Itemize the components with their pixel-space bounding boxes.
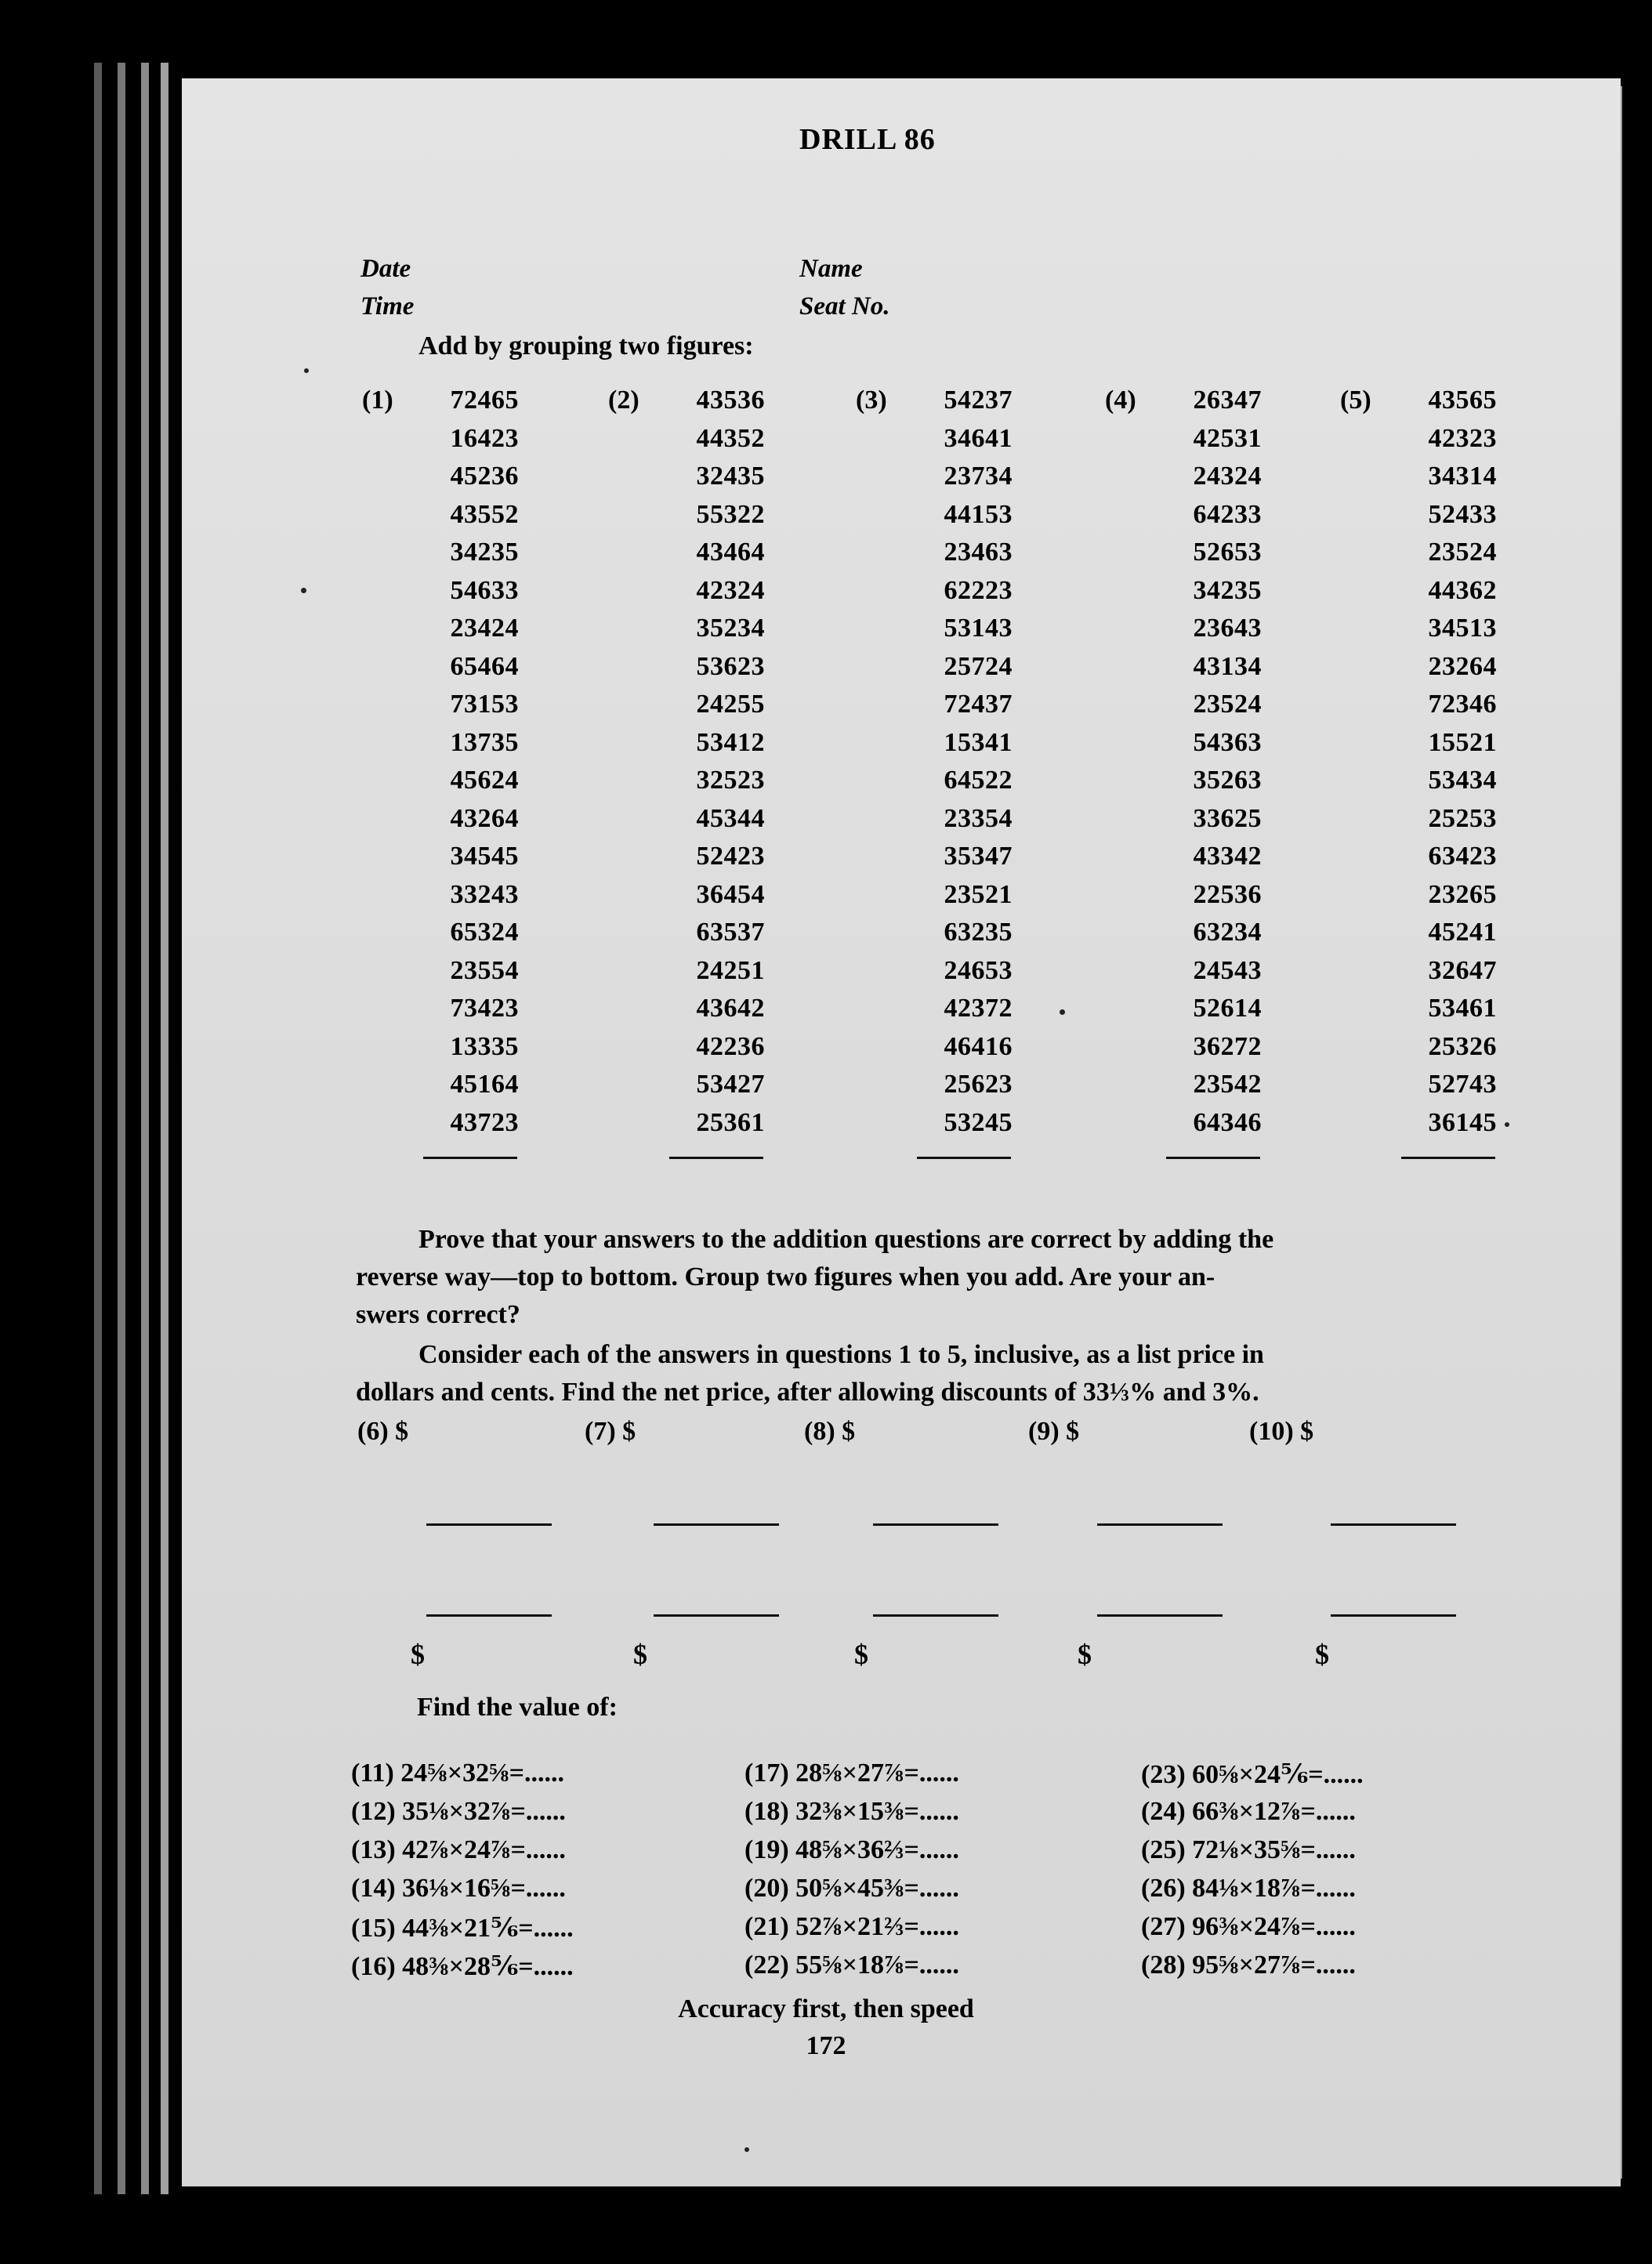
sum-line[interactable] bbox=[1401, 1157, 1495, 1159]
problem-number: (24) bbox=[1141, 1797, 1186, 1826]
problem-expression[interactable]: 36⅛×16⅝=...... bbox=[402, 1874, 566, 1903]
addend-number: 53461 bbox=[1428, 994, 1497, 1023]
problem-expression[interactable]: 44⅜×21⅚=...... bbox=[402, 1914, 574, 1943]
addend-number: 43264 bbox=[450, 803, 519, 833]
problem-25 bbox=[1141, 1835, 1356, 1865]
addend-number: 33243 bbox=[450, 879, 519, 909]
addend-number: 23554 bbox=[450, 955, 519, 985]
addend-number: 45241 bbox=[1428, 918, 1497, 947]
addend-number: 44352 bbox=[696, 423, 765, 453]
dollar-sign: $ bbox=[411, 1639, 425, 1670]
addend-number: 52743 bbox=[1428, 1070, 1497, 1099]
answer-blank[interactable] bbox=[1331, 1614, 1456, 1617]
addend-number: 34513 bbox=[1428, 614, 1497, 643]
addend-number: 53143 bbox=[944, 614, 1013, 643]
addend-number: 25623 bbox=[944, 1070, 1013, 1099]
addend-number: 16423 bbox=[450, 423, 519, 453]
addend-number: 25253 bbox=[1428, 803, 1497, 833]
problem-28 bbox=[1141, 1951, 1356, 1980]
answer-blank[interactable] bbox=[1331, 1523, 1456, 1526]
print-speck bbox=[744, 2147, 749, 2152]
addend-number: 46416 bbox=[944, 1031, 1013, 1061]
problem-22 bbox=[744, 1951, 959, 1980]
problem-24 bbox=[1141, 1797, 1356, 1827]
addend-number: 55322 bbox=[696, 499, 765, 529]
page-number: 172 bbox=[806, 2031, 846, 2060]
problem-16 bbox=[351, 1951, 574, 1982]
answer-label-7: (7) $ bbox=[585, 1417, 636, 1446]
paragraph-line: Prove that your answers to the addition questions are correct by adding the bbox=[418, 1225, 1274, 1254]
addend-number: 64233 bbox=[1193, 499, 1262, 529]
addend-number: 24251 bbox=[696, 955, 765, 985]
addend-number: 63423 bbox=[1428, 842, 1497, 871]
addend-number: 42236 bbox=[696, 1031, 765, 1061]
date-label: Date bbox=[360, 255, 411, 283]
addend-number: 26347 bbox=[1193, 386, 1262, 415]
addend-number: 23643 bbox=[1193, 614, 1262, 643]
addend-number: 42323 bbox=[1428, 423, 1497, 453]
addend-number: 34641 bbox=[944, 423, 1013, 453]
seat-number-label: Seat No. bbox=[799, 292, 890, 321]
answer-blank[interactable] bbox=[426, 1523, 552, 1526]
problem-number: (17) bbox=[744, 1759, 789, 1788]
problem-expression[interactable]: 52⅞×21⅔=...... bbox=[795, 1912, 959, 1941]
problem-expression[interactable]: 50⅝×45⅜=...... bbox=[795, 1874, 959, 1903]
addend-number: 65464 bbox=[450, 651, 519, 681]
addend-number: 35347 bbox=[944, 842, 1013, 871]
addend-number: 25361 bbox=[696, 1107, 765, 1137]
problem-number: (15) bbox=[351, 1914, 396, 1943]
addend-number: 23524 bbox=[1193, 690, 1262, 719]
problem-expression[interactable]: 48⅝×36⅔=...... bbox=[795, 1835, 959, 1864]
addend-number: 15521 bbox=[1428, 727, 1497, 757]
addend-number: 25326 bbox=[1428, 1031, 1497, 1061]
addend-number: 43464 bbox=[696, 538, 765, 567]
addend-number: 42324 bbox=[696, 575, 765, 605]
problem-18 bbox=[744, 1797, 959, 1827]
problem-27 bbox=[1141, 1912, 1356, 1942]
problem-14 bbox=[351, 1874, 566, 1904]
print-speck bbox=[304, 368, 309, 373]
addend-number: 43642 bbox=[696, 994, 765, 1023]
problem-number: (21) bbox=[744, 1912, 789, 1941]
addend-number: 34235 bbox=[1193, 575, 1262, 605]
addend-number: 42531 bbox=[1193, 423, 1262, 453]
problem-number: (28) bbox=[1141, 1951, 1186, 1980]
problem-11 bbox=[351, 1759, 564, 1788]
problem-number: (14) bbox=[351, 1874, 396, 1903]
addend-number: 32523 bbox=[696, 766, 765, 795]
addend-number: 52433 bbox=[1428, 499, 1497, 529]
problem-number: (11) bbox=[351, 1759, 394, 1788]
answer-blank[interactable] bbox=[873, 1614, 998, 1617]
paragraph-line: reverse way—top to bottom. Group two figures when you add. Are your an- bbox=[356, 1262, 1215, 1291]
addend-number: 53245 bbox=[944, 1107, 1013, 1137]
problem-expression[interactable]: 28⅝×27⅞=...... bbox=[795, 1759, 959, 1788]
find-value-heading: Find the value of: bbox=[417, 1693, 618, 1722]
dollar-sign: $ bbox=[633, 1639, 647, 1670]
addend-number: 24653 bbox=[944, 955, 1013, 985]
print-speck bbox=[1060, 1009, 1065, 1015]
addend-number: 32435 bbox=[696, 462, 765, 491]
footer-motto: Accuracy first, then speed bbox=[678, 1994, 974, 2023]
prove-answers-paragraph bbox=[356, 1221, 1476, 1334]
addend-number: 62223 bbox=[944, 575, 1013, 605]
answer-blank[interactable] bbox=[1097, 1614, 1223, 1617]
problem-number: (12) bbox=[351, 1797, 396, 1826]
addend-number: 44153 bbox=[944, 499, 1013, 529]
problem-expression[interactable]: 96⅜×24⅞=...... bbox=[1192, 1912, 1356, 1941]
addend-number: 63234 bbox=[1193, 918, 1262, 947]
addend-number: 45236 bbox=[450, 462, 519, 491]
problem-26 bbox=[1141, 1874, 1356, 1904]
addend-number: 36272 bbox=[1193, 1031, 1262, 1061]
addend-number: 43552 bbox=[450, 499, 519, 529]
question-label: (5) bbox=[1340, 386, 1371, 415]
sum-line[interactable] bbox=[669, 1157, 763, 1159]
addend-number: 23521 bbox=[944, 879, 1013, 909]
answer-blank[interactable] bbox=[1097, 1523, 1223, 1526]
problem-number: (20) bbox=[744, 1874, 789, 1903]
addend-number: 44362 bbox=[1428, 575, 1497, 605]
problem-number: (23) bbox=[1141, 1760, 1186, 1789]
book-binding-edge bbox=[94, 63, 102, 2194]
dollar-sign: $ bbox=[854, 1639, 868, 1670]
addend-number: 43342 bbox=[1193, 842, 1262, 871]
addend-number: 23542 bbox=[1193, 1070, 1262, 1099]
problem-expression[interactable]: 24⅝×32⅝=...... bbox=[400, 1759, 565, 1788]
problem-21 bbox=[744, 1912, 959, 1942]
addend-number: 63235 bbox=[944, 918, 1013, 947]
question-label: (4) bbox=[1105, 386, 1136, 415]
problem-expression[interactable]: 95⅝×27⅞=...... bbox=[1192, 1951, 1356, 1980]
addend-number: 23734 bbox=[944, 462, 1013, 491]
book-binding-edge bbox=[118, 63, 125, 2194]
paragraph-line: dollars and cents. Find the net price, after allowing discounts of 33⅓% and 3%. bbox=[356, 1378, 1259, 1407]
problem-number: (25) bbox=[1141, 1835, 1186, 1864]
addend-number: 72437 bbox=[944, 690, 1013, 719]
addend-number: 15341 bbox=[944, 727, 1013, 757]
addend-number: 34235 bbox=[450, 538, 519, 567]
discount-paragraph bbox=[356, 1336, 1476, 1411]
dollar-sign: $ bbox=[1078, 1639, 1092, 1670]
addend-number: 23265 bbox=[1428, 879, 1497, 909]
print-speck bbox=[301, 588, 306, 593]
problem-13 bbox=[351, 1835, 566, 1865]
problem-17 bbox=[744, 1759, 959, 1788]
book-binding-edge bbox=[161, 63, 168, 2194]
addend-number: 23424 bbox=[450, 614, 519, 643]
addend-number: 43134 bbox=[1193, 651, 1262, 681]
addend-number: 25724 bbox=[944, 651, 1013, 681]
addend-number: 23264 bbox=[1428, 651, 1497, 681]
addend-number: 13735 bbox=[450, 727, 519, 757]
addend-number: 72346 bbox=[1428, 690, 1497, 719]
addend-number: 23463 bbox=[944, 538, 1013, 567]
addend-number: 23354 bbox=[944, 803, 1013, 833]
addend-number: 73153 bbox=[450, 690, 519, 719]
answer-label-9: (9) $ bbox=[1028, 1417, 1080, 1446]
addend-number: 13335 bbox=[450, 1031, 519, 1061]
problem-20 bbox=[744, 1874, 959, 1904]
addend-number: 72465 bbox=[450, 386, 519, 415]
addend-number: 24543 bbox=[1193, 955, 1262, 985]
answer-label-6: (6) $ bbox=[357, 1417, 409, 1446]
addend-number: 24324 bbox=[1193, 462, 1262, 491]
problem-number: (26) bbox=[1141, 1874, 1186, 1903]
addend-number: 35234 bbox=[696, 614, 765, 643]
answer-blank[interactable] bbox=[654, 1614, 779, 1617]
addend-number: 65324 bbox=[450, 918, 519, 947]
sum-line[interactable] bbox=[1166, 1157, 1260, 1159]
problem-expression[interactable]: 66⅜×12⅞=...... bbox=[1192, 1797, 1356, 1826]
addend-number: 23524 bbox=[1428, 538, 1497, 567]
time-label: Time bbox=[360, 292, 415, 321]
addend-number: 52423 bbox=[696, 842, 765, 871]
problem-19 bbox=[744, 1835, 959, 1865]
drill-title: DRILL 86 bbox=[799, 123, 936, 156]
addend-number: 63537 bbox=[696, 918, 765, 947]
problem-expression[interactable]: 60⅝×24⅚=...... bbox=[1192, 1760, 1364, 1789]
addend-number: 35263 bbox=[1193, 766, 1262, 795]
answer-blank[interactable] bbox=[654, 1523, 779, 1526]
addend-number: 34314 bbox=[1428, 462, 1497, 491]
addend-number: 33625 bbox=[1193, 803, 1262, 833]
addend-number: 64522 bbox=[944, 766, 1013, 795]
addend-number: 53434 bbox=[1428, 766, 1497, 795]
paragraph-line: swers correct? bbox=[356, 1300, 520, 1329]
addend-number: 45344 bbox=[696, 803, 765, 833]
problem-expression[interactable]: 32⅜×15⅜=...... bbox=[795, 1797, 959, 1826]
problem-expression[interactable]: 55⅝×18⅞=...... bbox=[795, 1951, 959, 1980]
question-label: (1) bbox=[362, 386, 393, 415]
problem-expression[interactable]: 72⅛×35⅝=...... bbox=[1192, 1835, 1356, 1864]
addend-number: 34545 bbox=[450, 842, 519, 871]
answer-blank[interactable] bbox=[426, 1614, 552, 1617]
addend-number: 43565 bbox=[1428, 386, 1497, 415]
addend-number: 52653 bbox=[1193, 538, 1262, 567]
addend-number: 22536 bbox=[1193, 879, 1262, 909]
addend-number: 24255 bbox=[696, 690, 765, 719]
problem-expression[interactable]: 35⅛×32⅞=...... bbox=[402, 1797, 566, 1826]
problem-number: (16) bbox=[351, 1952, 396, 1981]
problem-23 bbox=[1141, 1759, 1364, 1790]
problem-expression[interactable]: 84⅛×18⅞=...... bbox=[1192, 1874, 1356, 1903]
addend-number: 52614 bbox=[1193, 994, 1262, 1023]
addend-number: 43536 bbox=[696, 386, 765, 415]
problem-12 bbox=[351, 1797, 566, 1827]
addend-number: 32647 bbox=[1428, 955, 1497, 985]
sum-line[interactable] bbox=[917, 1157, 1011, 1159]
answer-label-10: (10) $ bbox=[1249, 1417, 1314, 1446]
name-label: Name bbox=[799, 255, 863, 283]
addend-number: 64346 bbox=[1193, 1107, 1262, 1137]
problem-number: (19) bbox=[744, 1835, 789, 1864]
addend-number: 36145 bbox=[1428, 1107, 1497, 1137]
problem-number: (18) bbox=[744, 1797, 789, 1826]
addend-number: 43723 bbox=[450, 1107, 519, 1137]
answer-blank[interactable] bbox=[873, 1523, 998, 1526]
print-speck bbox=[1505, 1122, 1509, 1127]
addend-number: 42372 bbox=[944, 994, 1013, 1023]
addend-number: 45164 bbox=[450, 1070, 519, 1099]
question-label: (3) bbox=[856, 386, 887, 415]
problem-number: (22) bbox=[744, 1951, 789, 1980]
problem-expression[interactable]: 42⅞×24⅞=...... bbox=[402, 1835, 566, 1864]
book-binding-edge bbox=[141, 63, 149, 2194]
problem-number: (13) bbox=[351, 1835, 396, 1864]
problem-number: (27) bbox=[1141, 1912, 1186, 1941]
addend-number: 54633 bbox=[450, 575, 519, 605]
addend-number: 45624 bbox=[450, 766, 519, 795]
problem-expression[interactable]: 48⅜×28⅚=...... bbox=[402, 1952, 574, 1981]
question-label: (2) bbox=[608, 386, 639, 415]
paragraph-line: Consider each of the answers in questions 1 to 5, inclusive, as a list price in bbox=[418, 1340, 1264, 1369]
sum-line[interactable] bbox=[423, 1157, 517, 1159]
addend-number: 53412 bbox=[696, 727, 765, 757]
dollar-sign: $ bbox=[1315, 1639, 1329, 1670]
addend-number: 53623 bbox=[696, 651, 765, 681]
addition-instruction: Add by grouping two figures: bbox=[418, 331, 754, 360]
addend-number: 53427 bbox=[696, 1070, 765, 1099]
problem-15 bbox=[351, 1912, 574, 1943]
addend-number: 54363 bbox=[1193, 727, 1262, 757]
answer-label-8: (8) $ bbox=[804, 1417, 856, 1446]
addend-number: 54237 bbox=[944, 386, 1013, 415]
addend-number: 36454 bbox=[696, 879, 765, 909]
addend-number: 73423 bbox=[450, 994, 519, 1023]
